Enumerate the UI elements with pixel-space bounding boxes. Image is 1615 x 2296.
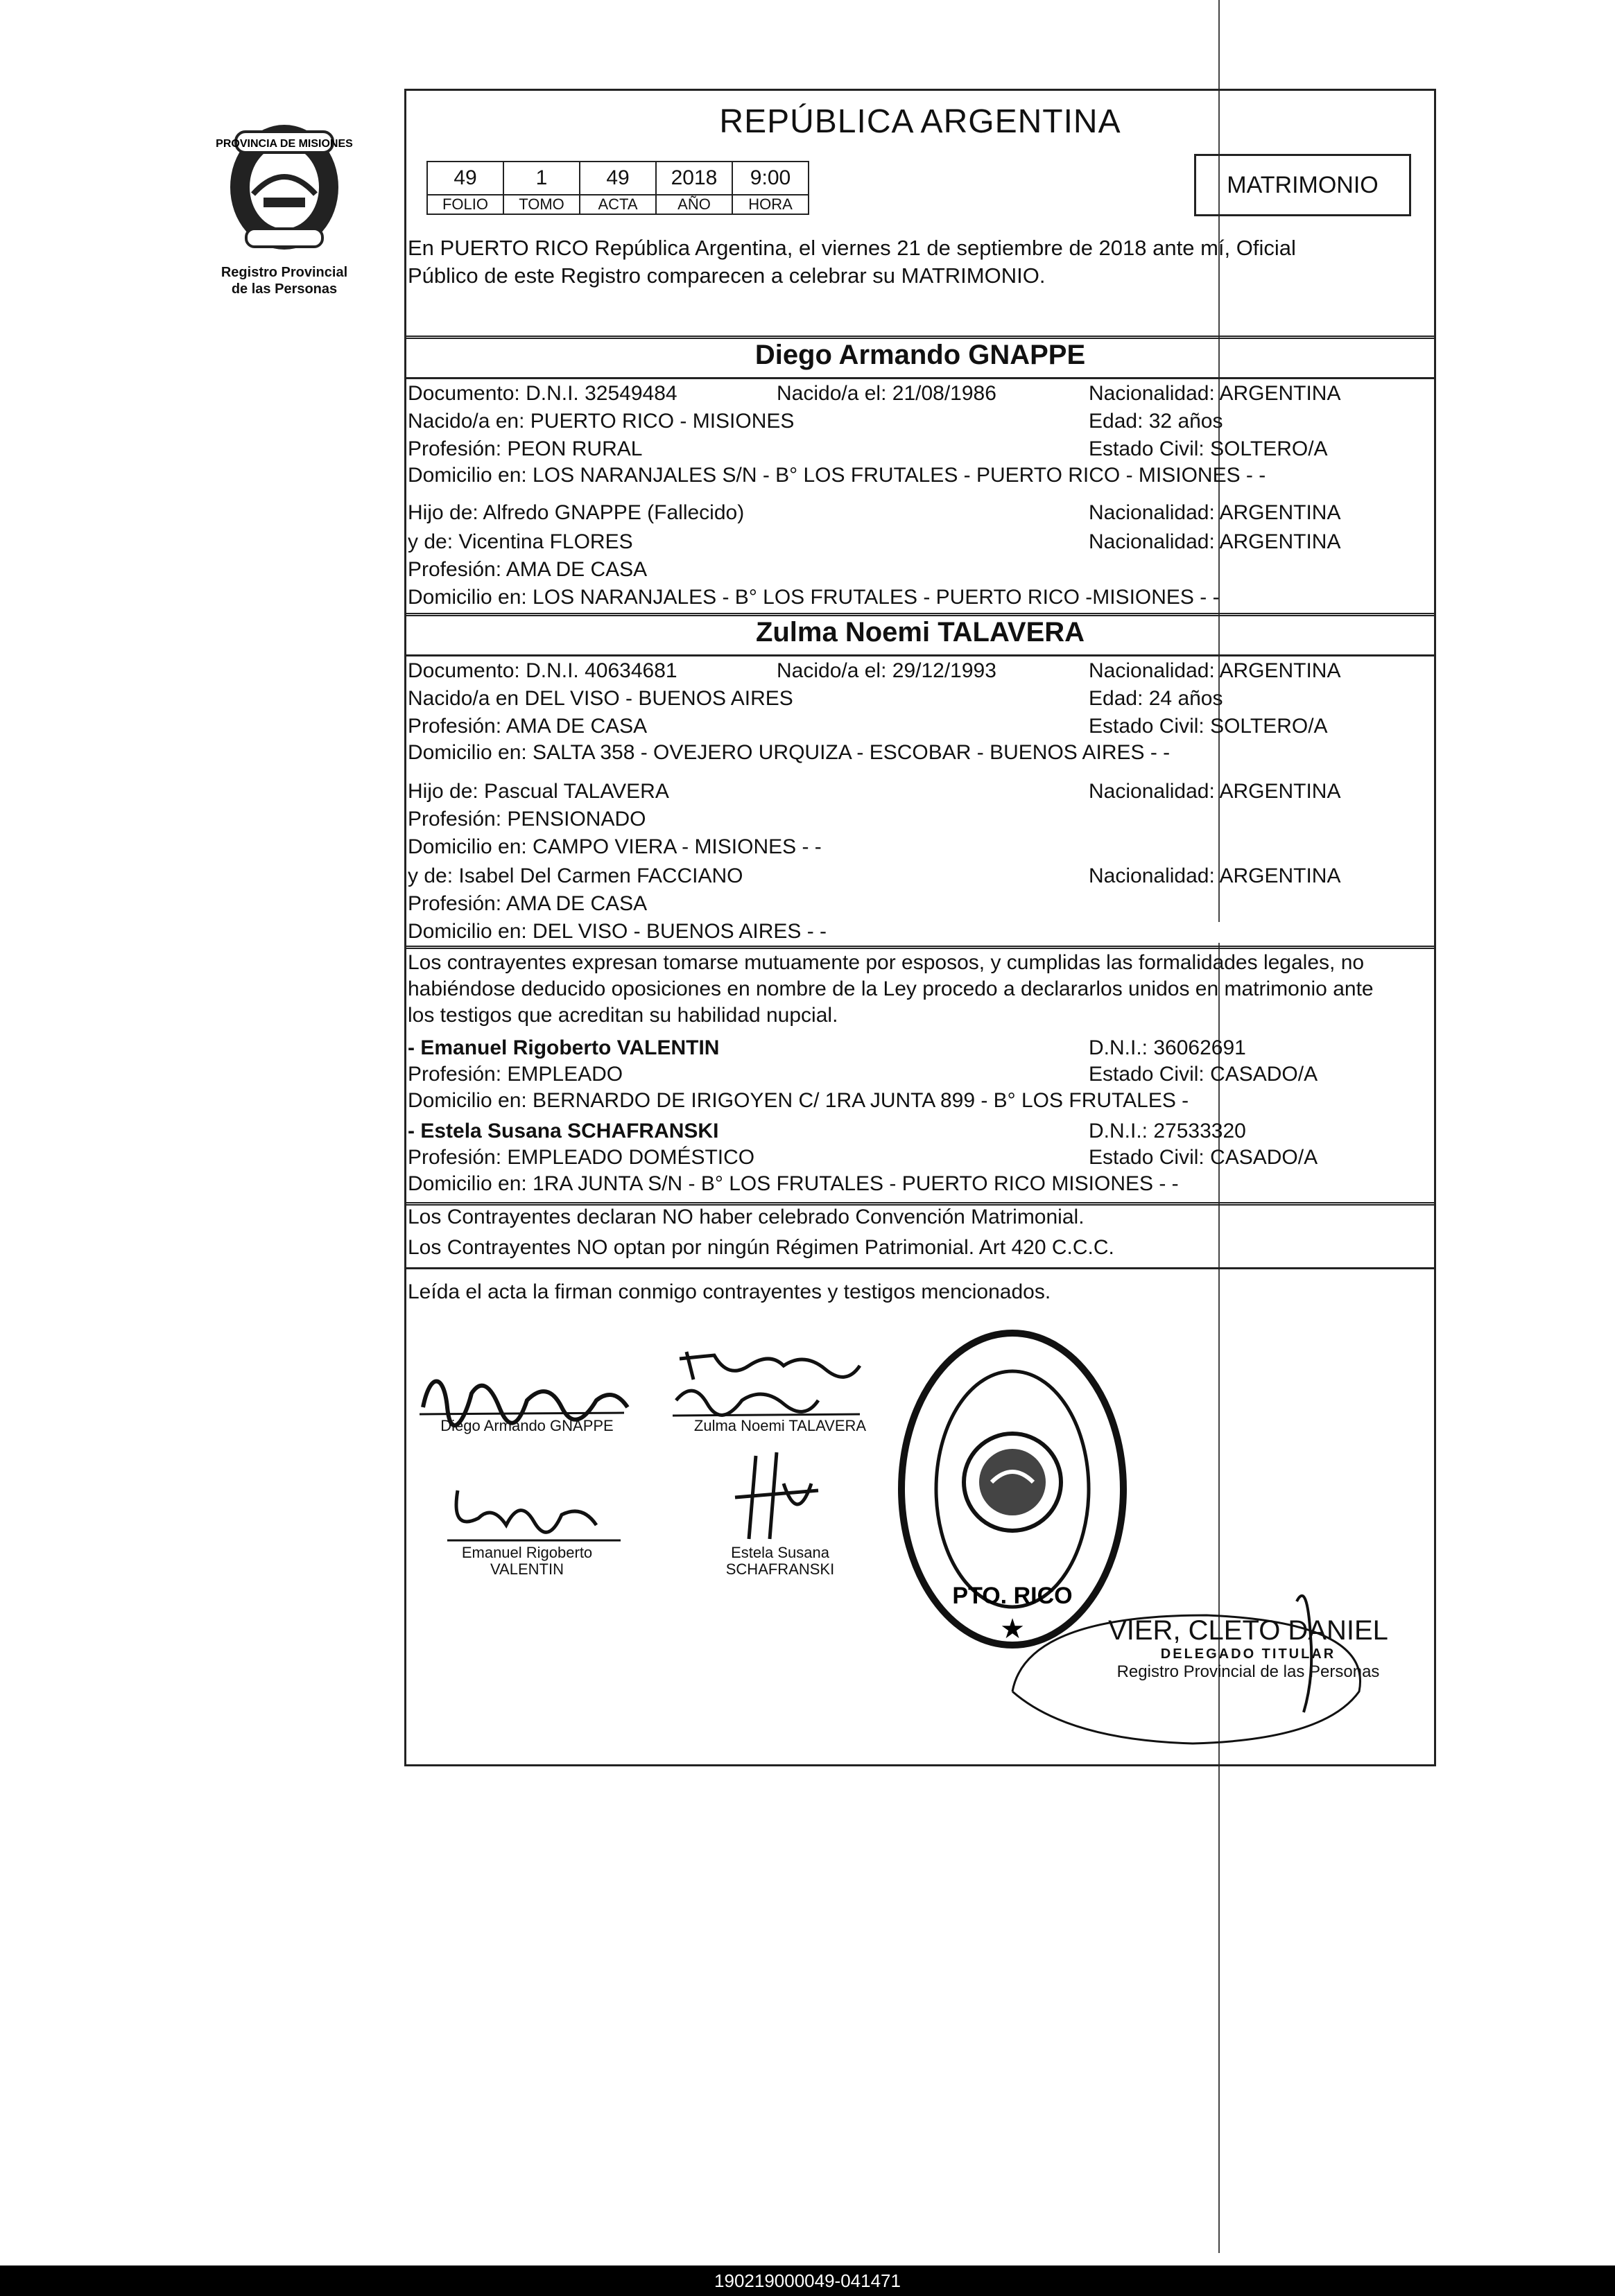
bride-madre-nacionalidad: Nacionalidad: ARGENTINA xyxy=(1089,864,1341,887)
bride-padre-domicilio: Domicilio en: CAMPO VIERA - MISIONES - - xyxy=(408,835,822,858)
delegate-name: VIER, CLETO DANIEL xyxy=(1108,1615,1388,1646)
folio-value: 49 xyxy=(427,162,503,195)
svg-text:PTO. RICO: PTO. RICO xyxy=(952,1583,1073,1609)
witness-2-dni: D.N.I.: 27533320 xyxy=(1089,1120,1246,1142)
bride-nacido-el: Nacido/a el: 29/12/1993 xyxy=(777,659,996,682)
delegate-stamp xyxy=(1099,1615,1397,1682)
convention-line-1: Los Contrayentes declaran NO haber celebrado Convención Matrimonial. xyxy=(408,1206,1085,1228)
bride-madre-domicilio: Domicilio en: DEL VISO - BUENOS AIRES - - xyxy=(408,920,827,943)
witness-1-profesion: Profesión: EMPLEADO xyxy=(408,1063,623,1086)
section-divider xyxy=(404,377,1436,379)
closing-statement: Leída el acta la firman conmigo contrayentes y testigos mencionados. xyxy=(408,1280,1051,1303)
bride-padre: Hijo de: Pascual TALAVERA xyxy=(408,780,669,803)
bride-estado-civil: Estado Civil: SOLTERO/A xyxy=(1089,715,1328,738)
tomo-label: TOMO xyxy=(503,195,580,214)
groom-domicilio: Domicilio en: LOS NARANJALES S/N - B° LOS FRUTALES - PUERTO RICO - MISIONES - - xyxy=(408,464,1266,487)
anio-value: 2018 xyxy=(656,162,732,195)
groom-name: Diego Armando GNAPPE xyxy=(754,340,1086,370)
anio-label: AÑO xyxy=(656,195,732,214)
groom-edad: Edad: 32 años xyxy=(1089,410,1223,433)
convention-line-2: Los Contrayentes NO optan por ningún Régimen Patrimonial. Art 420 C.C.C. xyxy=(408,1236,1114,1259)
section-divider xyxy=(404,1267,1436,1269)
groom-padre: Hijo de: Alfredo GNAPPE (Fallecido) xyxy=(408,501,745,524)
logo-caption: Registro Provincial de las Personas xyxy=(221,265,348,297)
tomo-value: 1 xyxy=(503,162,580,195)
groom-madre-nacionalidad: Nacionalidad: ARGENTINA xyxy=(1089,530,1341,553)
svg-text:★: ★ xyxy=(1000,1614,1025,1644)
section-divider xyxy=(404,613,1436,616)
groom-madre-profesion: Profesión: AMA DE CASA xyxy=(408,558,648,581)
delegate-org: Registro Provincial de las Personas xyxy=(1116,1662,1380,1681)
record-type-box: MATRIMONIO xyxy=(1194,154,1411,216)
witness-2-estado-civil: Estado Civil: CASADO/A xyxy=(1089,1146,1318,1169)
bride-edad: Edad: 24 años xyxy=(1089,687,1223,710)
svg-text:PROVINCIA DE MISIONES: PROVINCIA DE MISIONES xyxy=(216,138,353,150)
witness-2-domicilio: Domicilio en: 1RA JUNTA S/N - B° LOS FRUTALES - PUERTO RICO MISIONES - - xyxy=(408,1172,1179,1195)
witness-2-profesion: Profesión: EMPLEADO DOMÉSTICO xyxy=(408,1146,755,1169)
barcode-footer: 190219000049-041471 xyxy=(0,2265,1615,2296)
section-divider xyxy=(404,336,1436,339)
witness-2-name: - Estela Susana SCHAFRANSKI xyxy=(408,1120,719,1142)
witness-1-domicilio: Domicilio en: BERNARDO DE IRIGOYEN C/ 1RA JUNTA 899 - B° LOS FRUTALES - xyxy=(408,1089,1189,1112)
groom-nacionalidad: Nacionalidad: ARGENTINA xyxy=(1089,382,1341,405)
witness-1-signature-caption: Emanuel Rigoberto VALENTIN xyxy=(461,1544,593,1578)
bride-name: Zulma Noemi TALAVERA xyxy=(755,617,1085,647)
intro-paragraph: En PUERTO RICO República Argentina, el viernes 21 de septiembre de 2018 ante mí, Oficial Público de este Registro comparecen a celebrar su MATRIMONIO. xyxy=(408,236,1296,288)
groom-estado-civil: Estado Civil: SOLTERO/A xyxy=(1089,437,1328,460)
provincial-emblem-icon xyxy=(215,118,354,256)
bride-padre-nacionalidad: Nacionalidad: ARGENTINA xyxy=(1089,780,1341,803)
groom-profesion: Profesión: PEON RURAL xyxy=(408,437,643,460)
bride-signature-caption: Zulma Noemi TALAVERA xyxy=(693,1417,867,1434)
groom-nacido-en: Nacido/a en: PUERTO RICO - MISIONES xyxy=(408,410,795,433)
acta-label: ACTA xyxy=(580,195,656,214)
section-divider xyxy=(404,654,1436,656)
bride-nacionalidad: Nacionalidad: ARGENTINA xyxy=(1089,659,1341,682)
bride-documento: Documento: D.N.I. 40634681 xyxy=(408,659,677,682)
witness-1-dni: D.N.I.: 36062691 xyxy=(1089,1036,1246,1059)
folio-label: FOLIO xyxy=(427,195,503,214)
groom-padre-nacionalidad: Nacionalidad: ARGENTINA xyxy=(1089,501,1341,524)
witness-2-signature-scribble-icon xyxy=(707,1442,846,1546)
hora-value: 9:00 xyxy=(732,162,809,195)
bride-padre-profesion: Profesión: PENSIONADO xyxy=(408,808,646,830)
acta-value: 49 xyxy=(580,162,656,195)
bride-madre-profesion: Profesión: AMA DE CASA xyxy=(408,892,648,915)
groom-madre: y de: Vicentina FLORES xyxy=(408,530,633,553)
groom-signature-caption: Diego Armando GNAPPE xyxy=(440,1417,614,1434)
groom-nacido-el: Nacido/a el: 21/08/1986 xyxy=(777,382,996,405)
registry-logo xyxy=(201,118,368,297)
declaration-paragraph: Los contrayentes expresan tomarse mutuamente por esposos, y cumplidas las formalidades legales, no habiéndose deducido oposiciones en nombre de la Ley procedo a declararlos unidos en matrimonio ante los testigos que acreditan su habilidad nupcial. xyxy=(408,951,1374,1027)
delegate-title: DELEGADO TITULAR xyxy=(1160,1646,1336,1662)
country-title: REPÚBLICA ARGENTINA xyxy=(719,103,1121,140)
hora-label: HORA xyxy=(732,195,809,214)
section-divider xyxy=(404,946,1436,949)
bride-madre: y de: Isabel Del Carmen FACCIANO xyxy=(408,864,743,887)
witness-2-signature-caption: Estela Susana SCHAFRANSKI xyxy=(725,1544,835,1578)
bride-profesion: Profesión: AMA DE CASA xyxy=(408,715,648,738)
witness-1-name: - Emanuel Rigoberto VALENTIN xyxy=(408,1036,720,1059)
bride-nacido-en: Nacido/a en DEL VISO - BUENOS AIRES xyxy=(408,687,793,710)
witness-1-signature-scribble-icon xyxy=(444,1477,624,1546)
bride-domicilio: Domicilio en: SALTA 358 - OVEJERO URQUIZA - ESCOBAR - BUENOS AIRES - - xyxy=(408,741,1171,764)
groom-padres-domicilio: Domicilio en: LOS NARANJALES - B° LOS FRUTALES - PUERTO RICO -MISIONES - - xyxy=(408,586,1220,609)
record-meta-table xyxy=(426,161,809,215)
groom-documento: Documento: D.N.I. 32549484 xyxy=(408,382,677,405)
witness-1-estado-civil: Estado Civil: CASADO/A xyxy=(1089,1063,1318,1086)
